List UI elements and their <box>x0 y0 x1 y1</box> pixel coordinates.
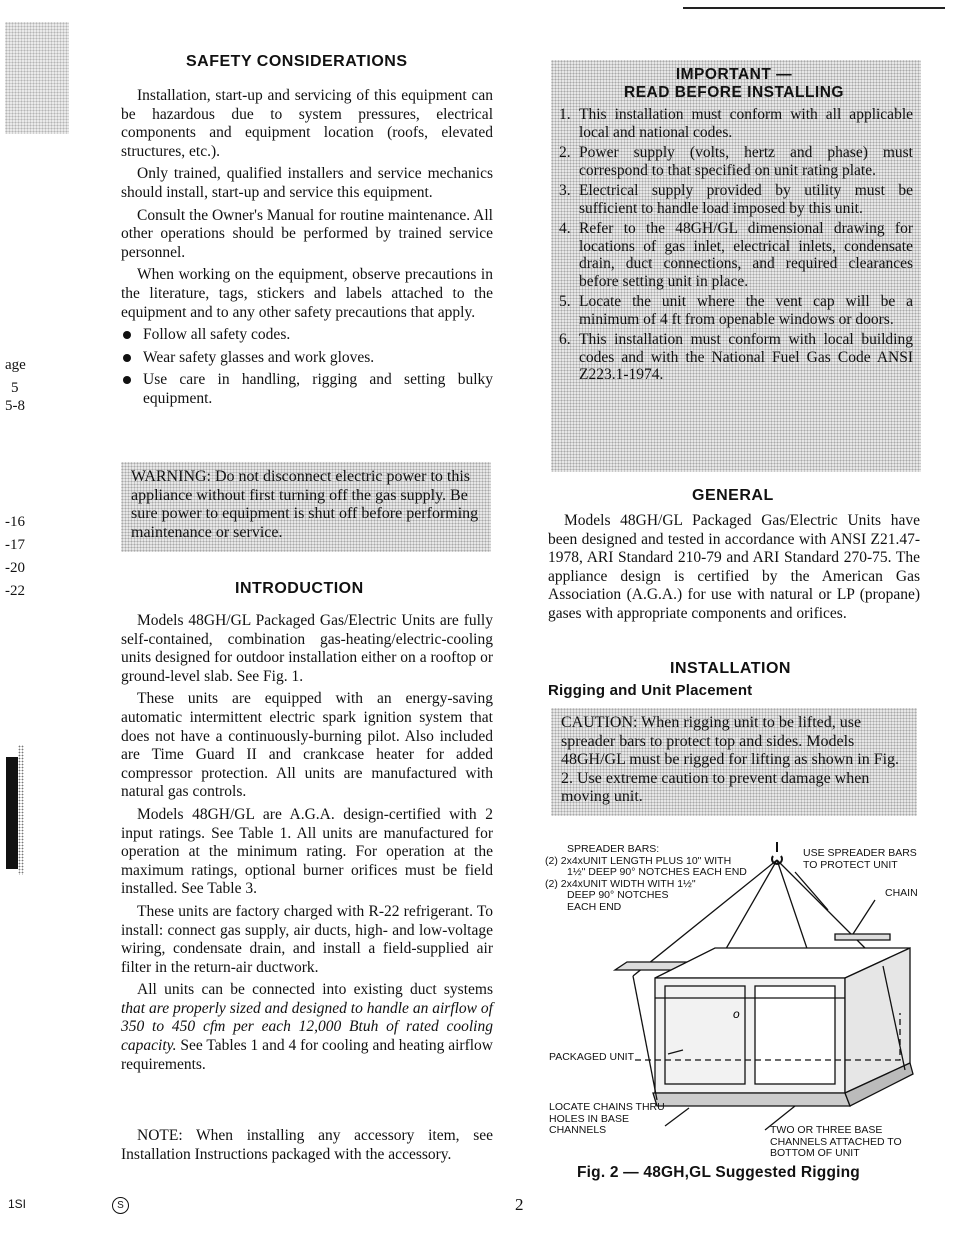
airflow-italic: that are properly sized and designed to handle an airflow of 350 to 450 cfm per each 12,000 Btuh of rated cooling capacity. <box>121 999 493 1055</box>
label-line: SPREADER BARS: <box>567 843 660 855</box>
item-text: This installation must conform with all applicable local and national codes. <box>579 106 913 141</box>
spreader-bar <box>835 934 890 940</box>
safety-paragraph: Consult the Owner's Manual for routine maintenance. All other operations should be performed by trained service personnel. <box>121 206 493 261</box>
rigging-subheading: Rigging and Unit Placement <box>548 682 753 699</box>
bullet-item <box>121 326 493 345</box>
important-title-line1: IMPORTANT — <box>675 66 793 83</box>
chain-line <box>633 976 657 1100</box>
label-line: (2) 2x4xUNIT LENGTH PLUS 10" WITH <box>545 854 732 867</box>
bullet-icon <box>123 354 131 362</box>
label-line: LOCATE CHAINS THRU <box>549 1101 665 1113</box>
page-number: 2 <box>515 1195 524 1214</box>
margin-bar-fragment <box>6 757 18 869</box>
label-chain: CHAIN <box>885 887 918 899</box>
item-text: Power supply (volts, hertz and phase) must correspond to that specified on unit rating plate. <box>579 144 913 179</box>
warning-box <box>121 462 491 552</box>
safety-bullet-list <box>121 326 493 408</box>
bullet-text: Follow all safety codes. <box>143 326 291 344</box>
warning-text: WARNING: Do not disconnect electric power to this appliance without first turning off the gas supply. Be sure power to equipment is shut off before performing maintenance or service. <box>131 468 479 541</box>
footer-code: 1SI <box>8 1197 27 1211</box>
label-line: CHANNELS <box>549 1124 607 1136</box>
introduction-heading: INTRODUCTION <box>235 580 364 597</box>
registered-mark-icon <box>112 1197 129 1214</box>
unit-panel <box>755 986 835 1084</box>
item-text: Locate the unit where the vent cap will be a minimum of 4 ft from openable windows or doors. <box>579 293 913 328</box>
figure-caption: Fig. 2 — 48GH,GL Suggested Rigging <box>577 1164 860 1181</box>
item-text: Electrical supply provided by utility must be sufficient to handle load imposed by this unit. <box>579 182 913 217</box>
important-item <box>555 182 913 217</box>
important-title-line2: READ BEFORE INSTALLING <box>624 84 844 101</box>
safety-body <box>121 87 493 413</box>
label-line: TWO OR THREE BASE <box>770 1124 883 1136</box>
bullet-item <box>121 371 493 408</box>
general-heading: GENERAL <box>692 487 774 504</box>
base-channel <box>653 1093 850 1106</box>
top-rule <box>683 7 945 9</box>
item-number: 1. <box>559 106 571 123</box>
leader-line <box>853 900 875 934</box>
bullet-text: Wear safety glasses and work gloves. <box>143 348 375 366</box>
important-item <box>555 106 913 141</box>
label-line: HOLES IN BASE <box>549 1112 629 1125</box>
item-number: 5. <box>559 293 571 310</box>
margin-ref-2: 5 <box>11 380 19 396</box>
bullet-text: Use care in handling, rigging and setting bulky equipment. <box>143 371 493 407</box>
mark-letter: S <box>117 1200 124 1211</box>
intro-airflow-paragraph <box>121 981 493 1074</box>
margin-ref-6: -20 <box>5 560 25 576</box>
safety-heading: SAFETY CONSIDERATIONS <box>186 53 408 70</box>
intro-paragraph: Models 48GH/GL Packaged Gas/Electric Units are fully self-contained, combination gas-heating/electric-cooling units designed for outdoor installation either on a rooftop or ground-level slab. See Fig. 1. <box>121 612 493 685</box>
item-text: This installation must conform with local building codes and with the National Fuel Gas Code ANSI Z223.1-1974. <box>579 331 913 383</box>
general-paragraph: Models 48GH/GL Packaged Gas/Electric Units have been designed and tested in accordance with ANSI Z21.47-1978, ARI Standard 210-79 and ARI Standard 270-75. The appliance design is certified by the American Gas Association (A.G.A.) for use with natural or LP (propane) gases with appropriate components and orifices. <box>548 512 920 622</box>
important-item <box>555 144 913 179</box>
margin-ref-5: -17 <box>5 537 25 553</box>
item-number: 3. <box>559 182 571 199</box>
label-base-channels <box>770 1125 920 1160</box>
item-number: 4. <box>559 220 571 237</box>
safety-paragraph: When working on the equipment, observe precautions in the literature, tags, stickers and labels attached to the equipment and to any other safety precautions that apply. <box>121 266 493 321</box>
label-use-spreader <box>803 848 923 871</box>
important-box <box>551 60 921 472</box>
panel-mark: o <box>733 1007 740 1021</box>
introduction-body <box>121 612 493 1078</box>
bullet-icon <box>123 331 131 339</box>
important-item <box>555 293 913 328</box>
safety-paragraph: Only trained, qualified installers and service mechanics should install, start-up and service this equipment. <box>121 165 493 201</box>
rigging-figure <box>545 838 925 1160</box>
airflow-tail: See Tables 1 and 4 for cooling and heating airflow requirements. <box>121 1037 493 1073</box>
caution-box <box>551 708 917 816</box>
important-title <box>555 66 913 102</box>
label-line: USE SPREADER BARS <box>803 847 917 859</box>
margin-ref-7: -22 <box>5 583 25 599</box>
general-body <box>548 512 920 628</box>
item-number: 2. <box>559 144 571 161</box>
label-line: EACH END <box>567 900 622 913</box>
label-spreader-bars <box>545 844 770 913</box>
airflow-lead: All units can be connected into existing duct systems <box>137 981 493 999</box>
intro-paragraph: These units are factory charged with R-22 refrigerant. To install: connect gas supply, air ducts, high- and low-voltage wiring, condensate drain, and install a field-supplied air filter in the return-air ductwork. <box>121 902 493 976</box>
label-line: 1½" DEEP 90° NOTCHES EACH END <box>567 866 747 878</box>
installation-heading: INSTALLATION <box>670 660 791 677</box>
caution-text: CAUTION: When rigging unit to be lifted, use spreader bars to protect top and sides. Models 48GH/GL must be rigged for lifting as shown in Fig. 2. Use extreme caution to prevent damage when moving unit. <box>561 714 900 805</box>
label-line: TO PROTECT UNIT <box>803 858 898 871</box>
margin-ref-4: -16 <box>5 514 25 530</box>
label-locate-chains <box>549 1102 679 1137</box>
important-item <box>555 220 913 290</box>
margin-ref-3: 5-8 <box>5 398 25 414</box>
margin-photo-fragment <box>5 22 69 134</box>
intro-paragraph: These units are equipped with an energy-saving automatic intermittent electric spark ignition system that does not have a continuously-burning pilot. Also included are Time Guard II and crankcase heater for added compressor protection. All units are manufactured with natural gas controls. <box>121 690 493 801</box>
label-line: CHANNELS ATTACHED TO <box>770 1135 902 1148</box>
bullet-item <box>121 349 493 368</box>
leader-line <box>795 872 828 910</box>
label-line: DEEP 90° NOTCHES <box>567 889 669 901</box>
item-number: 6. <box>559 331 571 348</box>
important-item <box>555 331 913 384</box>
label-packaged-unit: PACKAGED UNIT <box>549 1051 634 1063</box>
important-list <box>555 106 913 384</box>
margin-bar-edge <box>18 745 24 875</box>
margin-ref-1: age <box>5 357 26 373</box>
label-line: (2) 2x4xUNIT WIDTH WITH 1½" <box>545 877 696 890</box>
intro-paragraph: Models 48GH/GL are A.G.A. design-certified with 2 input ratings. See Table 1. All units are manufactured for operation at the minimum rating. For operation at the maximum ratings, optional burner orifices must be field installed. See Table 3. <box>121 805 493 898</box>
note-paragraph: NOTE: When installing any accessory item, see Installation Instructions packaged with the accessory. <box>121 1127 493 1163</box>
safety-paragraph: Installation, start-up and servicing of this equipment can be hazardous due to system pressures, electrical components and equipment location (roofs, elevated structures, etc.). <box>121 87 493 160</box>
label-line: BOTTOM OF UNIT <box>770 1147 860 1159</box>
item-text: Refer to the 48GH/GL dimensional drawing for locations of gas inlet, electrical inlets, condensate drain, duct connections, and required clearances before setting unit in place. <box>579 220 913 290</box>
accessory-note <box>121 1127 493 1168</box>
bullet-icon <box>123 376 131 384</box>
